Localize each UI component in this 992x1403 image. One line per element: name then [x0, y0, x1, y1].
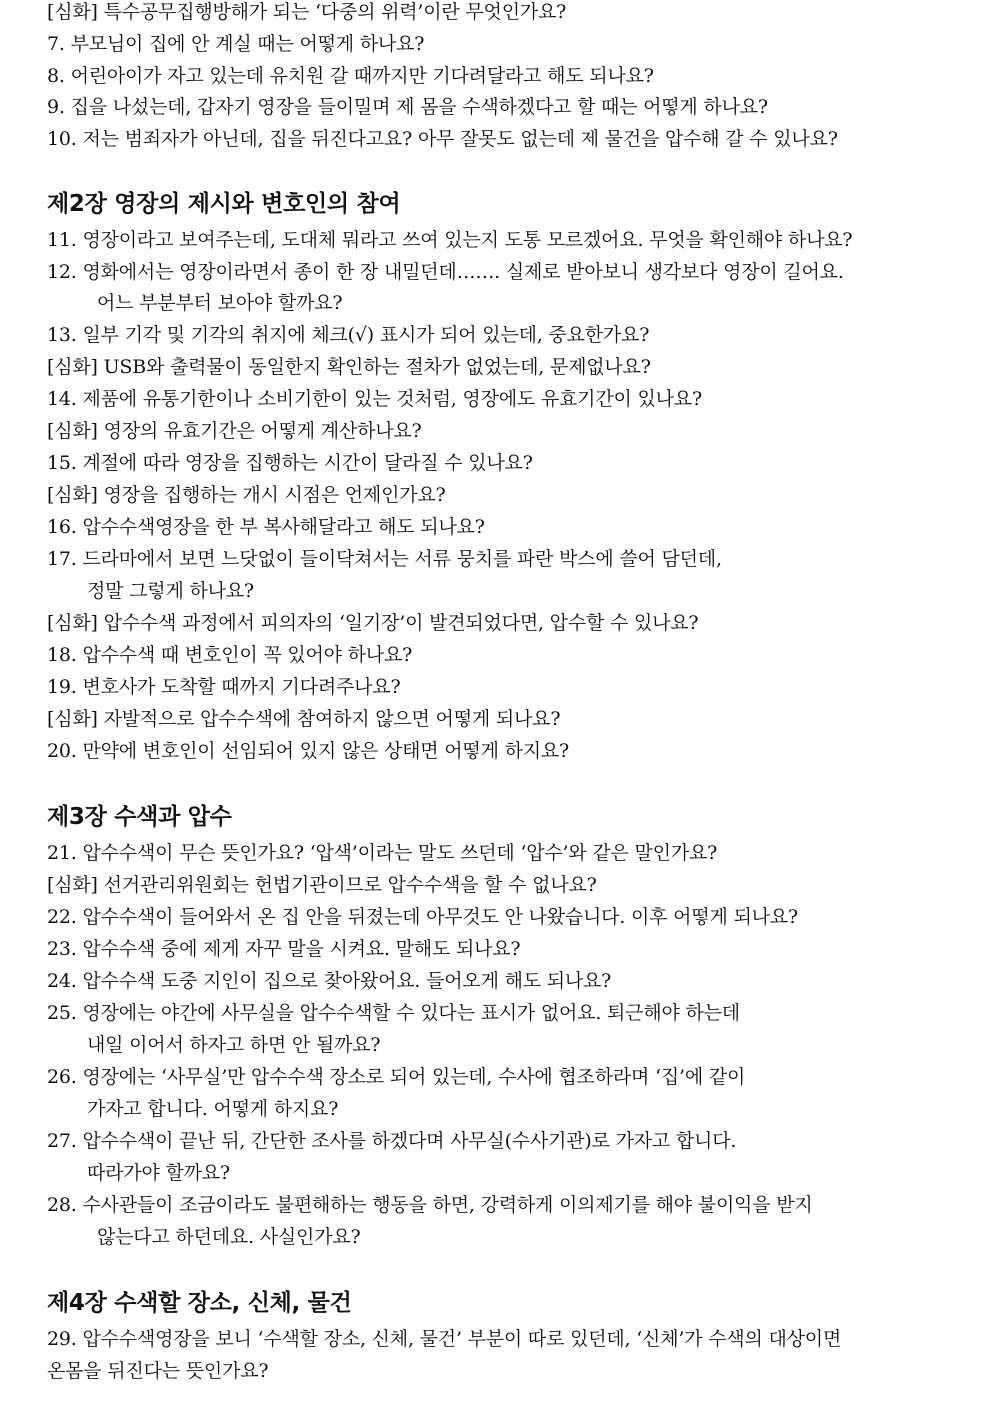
toc-entry: 23. 압수수색 중에 제게 자꾸 말을 시켜요. 말해도 되나요? — [47, 938, 521, 960]
toc-entry: [심화] USB와 출력물이 동일한지 확인하는 절차가 없었는데, 문제없나요? — [47, 356, 651, 378]
toc-entry: [심화] 압수수색 과정에서 피의자의 ‘일기장’이 발견되었다면, 압수할 수 있나요? — [47, 612, 699, 634]
toc-entry-continuation: 가자고 합니다. 어떻게 하지요? — [87, 1098, 339, 1120]
toc-entry: 7. 부모님이 집에 안 계실 때는 어떻게 하나요? — [47, 33, 425, 55]
toc-entry: 15. 계절에 따라 영장을 집행하는 시간이 달라질 수 있나요? — [47, 452, 533, 474]
toc-entry-continuation: 어느 부분부터 보아야 할까요? — [97, 292, 343, 314]
chapter-heading: 제2장 영장의 제시와 변호인의 참여 — [47, 191, 401, 217]
toc-entry-continuation: 내일 이어서 하자고 하면 안 될까요? — [87, 1034, 381, 1056]
toc-entry-continuation: 않는다고 하던데요. 사실인가요? — [97, 1226, 361, 1248]
toc-entry: 20. 만약에 변호인이 선임되어 있지 않은 상태면 어떻게 하지요? — [47, 740, 570, 762]
toc-entry: 8. 어린아이가 자고 있는데 유치원 갈 때까지만 기다려달라고 해도 되나요? — [47, 65, 654, 87]
toc-entry: 10. 저는 범죄자가 아닌데, 집을 뒤진다고요? 아무 잘못도 없는데 제 물건을 압수해 갈 수 있나요? — [47, 128, 838, 150]
toc-entry: 28. 수사관들이 조금이라도 불편해하는 행동을 하면, 강력하게 이의제기를 해야 불이익을 받지 — [47, 1194, 813, 1216]
toc-entry: 29. 압수수색영장을 보니 ‘수색할 장소, 신체, 물건’ 부분이 따로 있던데, ‘신체’가 수색의 대상이면 — [47, 1328, 842, 1350]
toc-entry-continuation: 온몸을 뒤진다는 뜻인가요? — [47, 1360, 269, 1382]
toc-entry: 18. 압수수색 때 변호인이 꼭 있어야 하나요? — [47, 644, 413, 666]
toc-entry: [심화] 영장의 유효기간은 어떻게 계산하나요? — [47, 420, 422, 442]
toc-entry: 24. 압수수색 도중 지인이 집으로 찾아왔어요. 들어오게 해도 되나요? — [47, 970, 612, 992]
toc-entry: [심화] 특수공무집행방해가 되는 ‘다중의 위력’이란 무엇인가요? — [47, 1, 567, 23]
toc-entry-continuation: 정말 그렇게 하나요? — [87, 580, 254, 602]
toc-entry: 16. 압수수색영장을 한 부 복사해달라고 해도 되나요? — [47, 516, 485, 538]
toc-entry: 19. 변호사가 도착할 때까지 기다려주나요? — [47, 676, 401, 698]
toc-entry: 25. 영장에는 야간에 사무실을 압수수색할 수 있다는 표시가 없어요. 퇴근해야 하는데 — [47, 1002, 740, 1024]
toc-entry: 21. 압수수색이 무슨 뜻인가요? ‘압색’이라는 말도 쓰던데 ‘압수’와 같은 말인가요? — [47, 842, 718, 864]
toc-entry: [심화] 영장을 집행하는 개시 시점은 언제인가요? — [47, 484, 446, 506]
toc-entry: 9. 집을 나섰는데, 갑자기 영장을 들이밀며 제 몸을 수색하겠다고 할 때는 어떻게 하나요? — [47, 96, 768, 118]
chapter-heading: 제3장 수색과 압수 — [47, 804, 232, 830]
toc-entry: 22. 압수수색이 들어와서 온 집 안을 뒤졌는데 아무것도 안 나왔습니다. 이후 어떻게 되나요? — [47, 906, 798, 928]
toc-entry: 13. 일부 기각 및 기각의 취지에 체크(√) 표시가 되어 있는데, 중요한가요? — [47, 324, 650, 346]
toc-entry: 27. 압수수색이 끝난 뒤, 간단한 조사를 하겠다며 사무실(수사기관)로 가자고 합니다. — [47, 1130, 737, 1152]
toc-entry: 26. 영장에는 ‘사무실’만 압수수색 장소로 되어 있는데, 수사에 협조하라며 ‘집’에 같이 — [47, 1066, 746, 1088]
toc-entry-continuation: 따라가야 할까요? — [87, 1162, 230, 1184]
toc-entry: 17. 드라마에서 보면 느닷없이 들이닥쳐서는 서류 뭉치를 파란 박스에 쓸어 담던데, — [47, 548, 722, 570]
toc-entry: [심화] 자발적으로 압수수색에 참여하지 않으면 어떻게 되나요? — [47, 708, 561, 730]
toc-entry: 12. 영화에서는 영장이라면서 종이 한 장 내밀던데……. 실제로 받아보니 생각보다 영장이 길어요. — [47, 261, 844, 283]
toc-entry: [심화] 선거관리위원회는 헌법기관이므로 압수수색을 할 수 없나요? — [47, 874, 597, 896]
toc-entry: 14. 제품에 유통기한이나 소비기한이 있는 것처럼, 영장에도 유효기간이 있나요? — [47, 388, 702, 410]
toc-entry: 11. 영장이라고 보여주는데, 도대체 뭐라고 쓰여 있는지 도통 모르겠어요. 무엇을 확인해야 하나요? — [47, 229, 853, 251]
chapter-heading: 제4장 수색할 장소, 신체, 물건 — [47, 1290, 352, 1316]
